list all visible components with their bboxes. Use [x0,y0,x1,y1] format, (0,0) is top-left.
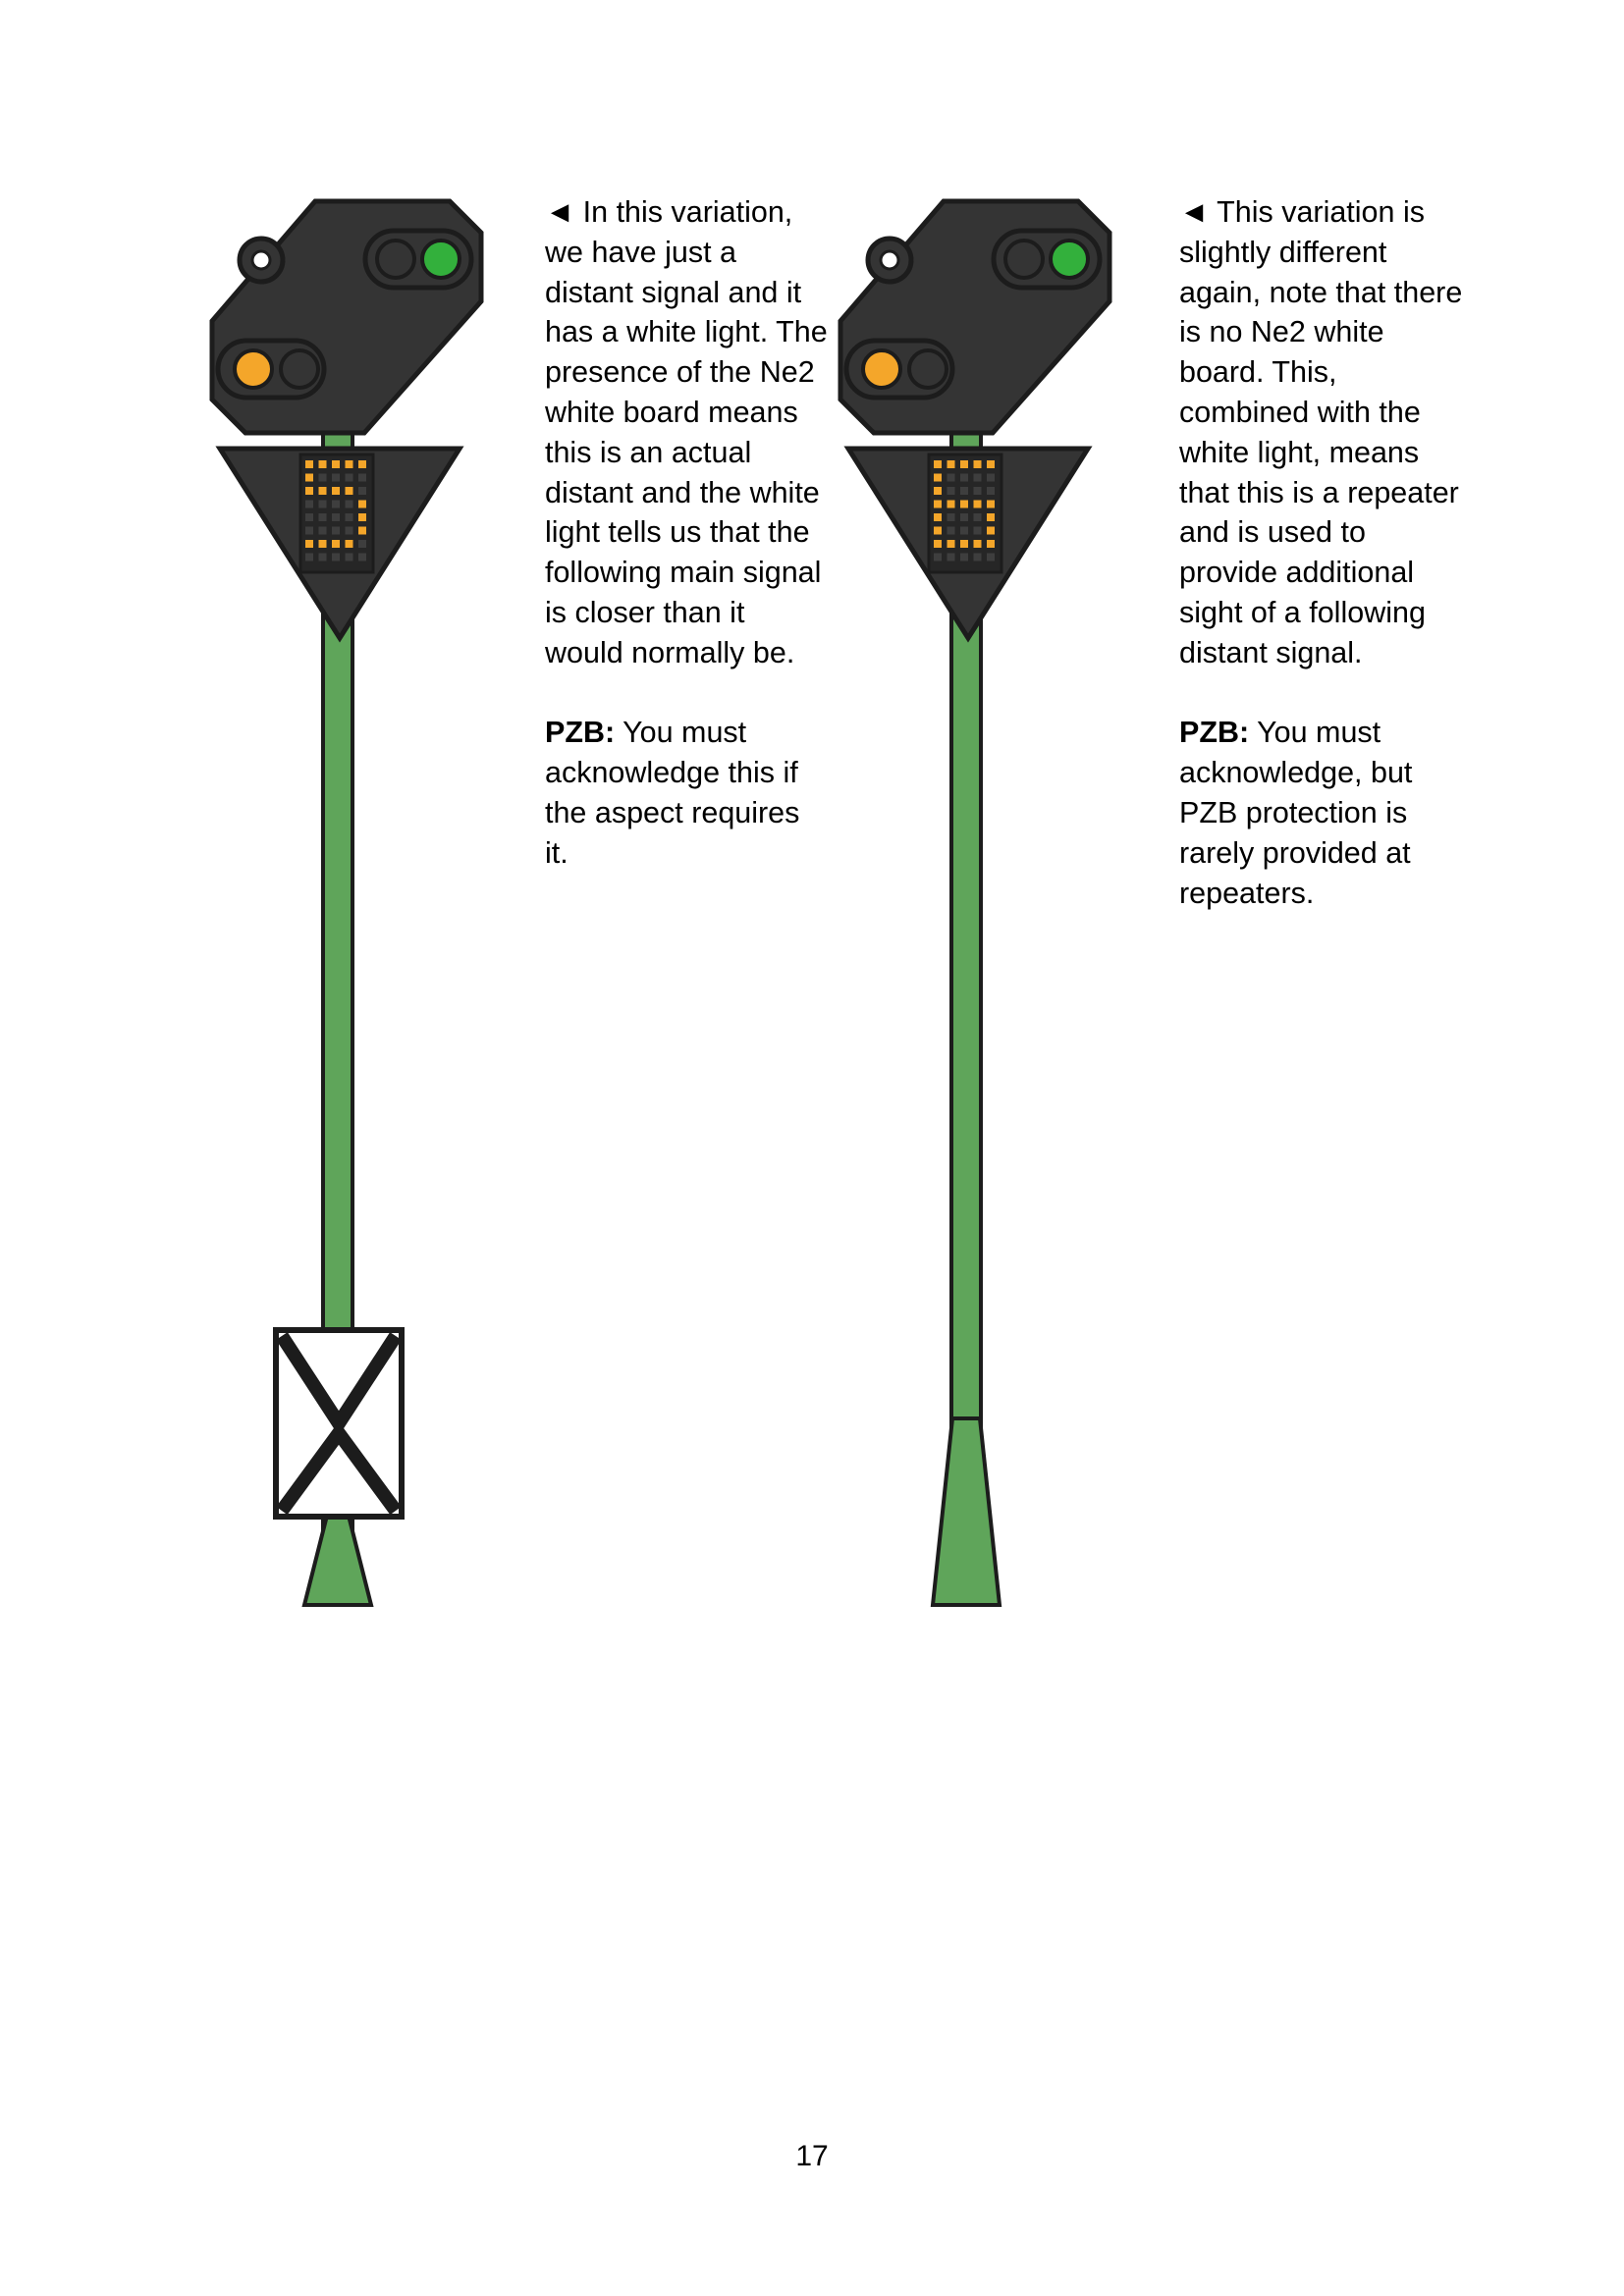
right-description: ◄ This variation is slightly different again, note that there is no Ne2 white board. This, combined with the white light, means that this is a repeater and is used to provide additional sight of a following distant signal. [1179,195,1463,669]
dot-matrix-pixel [305,527,313,535]
right-pzb-text: You must acknowledge, but PZB protection is rarely provided at repeaters. [1179,716,1413,910]
left-pzb-label: PZB: [545,716,616,750]
dot-matrix-pixel [934,460,942,468]
dot-matrix-pixel [319,501,327,508]
dot-matrix-pixel [987,487,995,495]
dot-matrix-pixel [960,527,968,535]
dot-matrix-pixel [960,554,968,561]
dot-matrix-pixel [947,501,955,508]
dot-matrix-pixel [947,527,955,535]
page-number: 17 [795,2140,829,2172]
dot-matrix-pixel [346,513,353,521]
dot-matrix-pixel [960,513,968,521]
dot-matrix-pixel [305,540,313,548]
repeater-signal [835,191,1129,1615]
dot-matrix-pixel [358,474,366,482]
dot-matrix-pixel [934,513,942,521]
distant-signal-with-ne2-board [206,191,501,1615]
dot-matrix-pixel [960,460,968,468]
dot-matrix-pixel [305,554,313,561]
dot-matrix-pixel [947,487,955,495]
dot-matrix-pixel [358,460,366,468]
dot-matrix-pixel [346,487,353,495]
right-pzb-label: PZB: [1179,716,1250,750]
white-light [240,239,283,282]
dot-matrix-pixel [332,554,340,561]
dot-matrix-pixel [346,501,353,508]
dot-matrix-pixel [934,487,942,495]
dot-matrix-pixel [947,513,955,521]
dot-matrix-pixel [934,540,942,548]
left-description: ◄ In this variation, we have just a distant signal and it has a white light. The presence of the Ne2 white board means this is an actual distant and the white light tells us that the following main signal is closer than it would normally be. [545,195,828,669]
dot-matrix-pixel [934,501,942,508]
dot-matrix-pixel [305,501,313,508]
dot-matrix-pixel [305,460,313,468]
dot-matrix-pixel [305,487,313,495]
dot-matrix-pixel [934,474,942,482]
dot-matrix-pixel [332,527,340,535]
dot-matrix-pixel [960,474,968,482]
dot-matrix-pixel [974,501,982,508]
dot-matrix-pixel [960,540,968,548]
left-description-column [545,192,830,913]
dot-matrix-pixel [987,513,995,521]
dot-matrix-pixel [346,460,353,468]
dot-matrix-pixel [305,513,313,521]
dot-matrix-pixel [974,527,982,535]
dot-matrix-pixel [974,513,982,521]
dot-matrix-pixel [974,487,982,495]
dot-matrix-pixel [934,527,942,535]
dot-matrix-pixel [987,527,995,535]
right-pzb-note [1179,713,1464,913]
dot-matrix-pixel [974,474,982,482]
dot-matrix-pixel [974,554,982,561]
dot-matrix-pixel [358,554,366,561]
green-lamp-pair [365,231,471,288]
dot-matrix-pixel [319,487,327,495]
dot-matrix-pixel [947,540,955,548]
dot-matrix-pixel [346,554,353,561]
dot-matrix-pixel [319,460,327,468]
dot-matrix-pixel [358,487,366,495]
right-description-column [1179,192,1464,953]
dot-matrix-pixel [319,527,327,535]
dot-matrix-pixel [319,513,327,521]
dot-matrix-pixel [346,474,353,482]
white-light [868,239,911,282]
dot-matrix-pixel [974,540,982,548]
amber-lamp-pair [846,341,952,398]
dot-matrix-pixel [960,501,968,508]
dot-matrix-pixel [987,540,995,548]
left-pzb-text: You must acknowledge this if the aspect requires it. [545,716,800,870]
dot-matrix-pixel [332,513,340,521]
dot-matrix-pixel [960,487,968,495]
dot-matrix-pixel [305,474,313,482]
post-base [933,1418,1000,1605]
amber-lamp-pair [218,341,324,398]
dot-matrix-pixel [319,474,327,482]
dot-matrix-pixel [987,501,995,508]
dot-matrix-pixel [987,460,995,468]
dot-matrix-pixel [934,554,942,561]
post-base [304,1512,371,1605]
dot-matrix-pixel [358,501,366,508]
ne2-white-board [276,1330,402,1517]
dot-matrix-pixel [358,540,366,548]
dot-matrix-pixel [332,540,340,548]
dot-matrix-pixel [974,460,982,468]
dot-matrix-pixel [346,527,353,535]
dot-matrix-pixel [947,474,955,482]
dot-matrix-pixel [947,460,955,468]
green-lamp-pair [994,231,1100,288]
dot-matrix-pixel [332,501,340,508]
dot-matrix-pixel [319,554,327,561]
dot-matrix-pixel [358,527,366,535]
dot-matrix-pixel [947,554,955,561]
dot-matrix-pixel [987,554,995,561]
dot-matrix-pixel [358,513,366,521]
dot-matrix-pixel [987,474,995,482]
dot-matrix-pixel [332,474,340,482]
dot-matrix-pixel [346,540,353,548]
dot-matrix-pixel [319,540,327,548]
dot-matrix-pixel [332,460,340,468]
dot-matrix-pixel [332,487,340,495]
left-pzb-note [545,713,830,873]
